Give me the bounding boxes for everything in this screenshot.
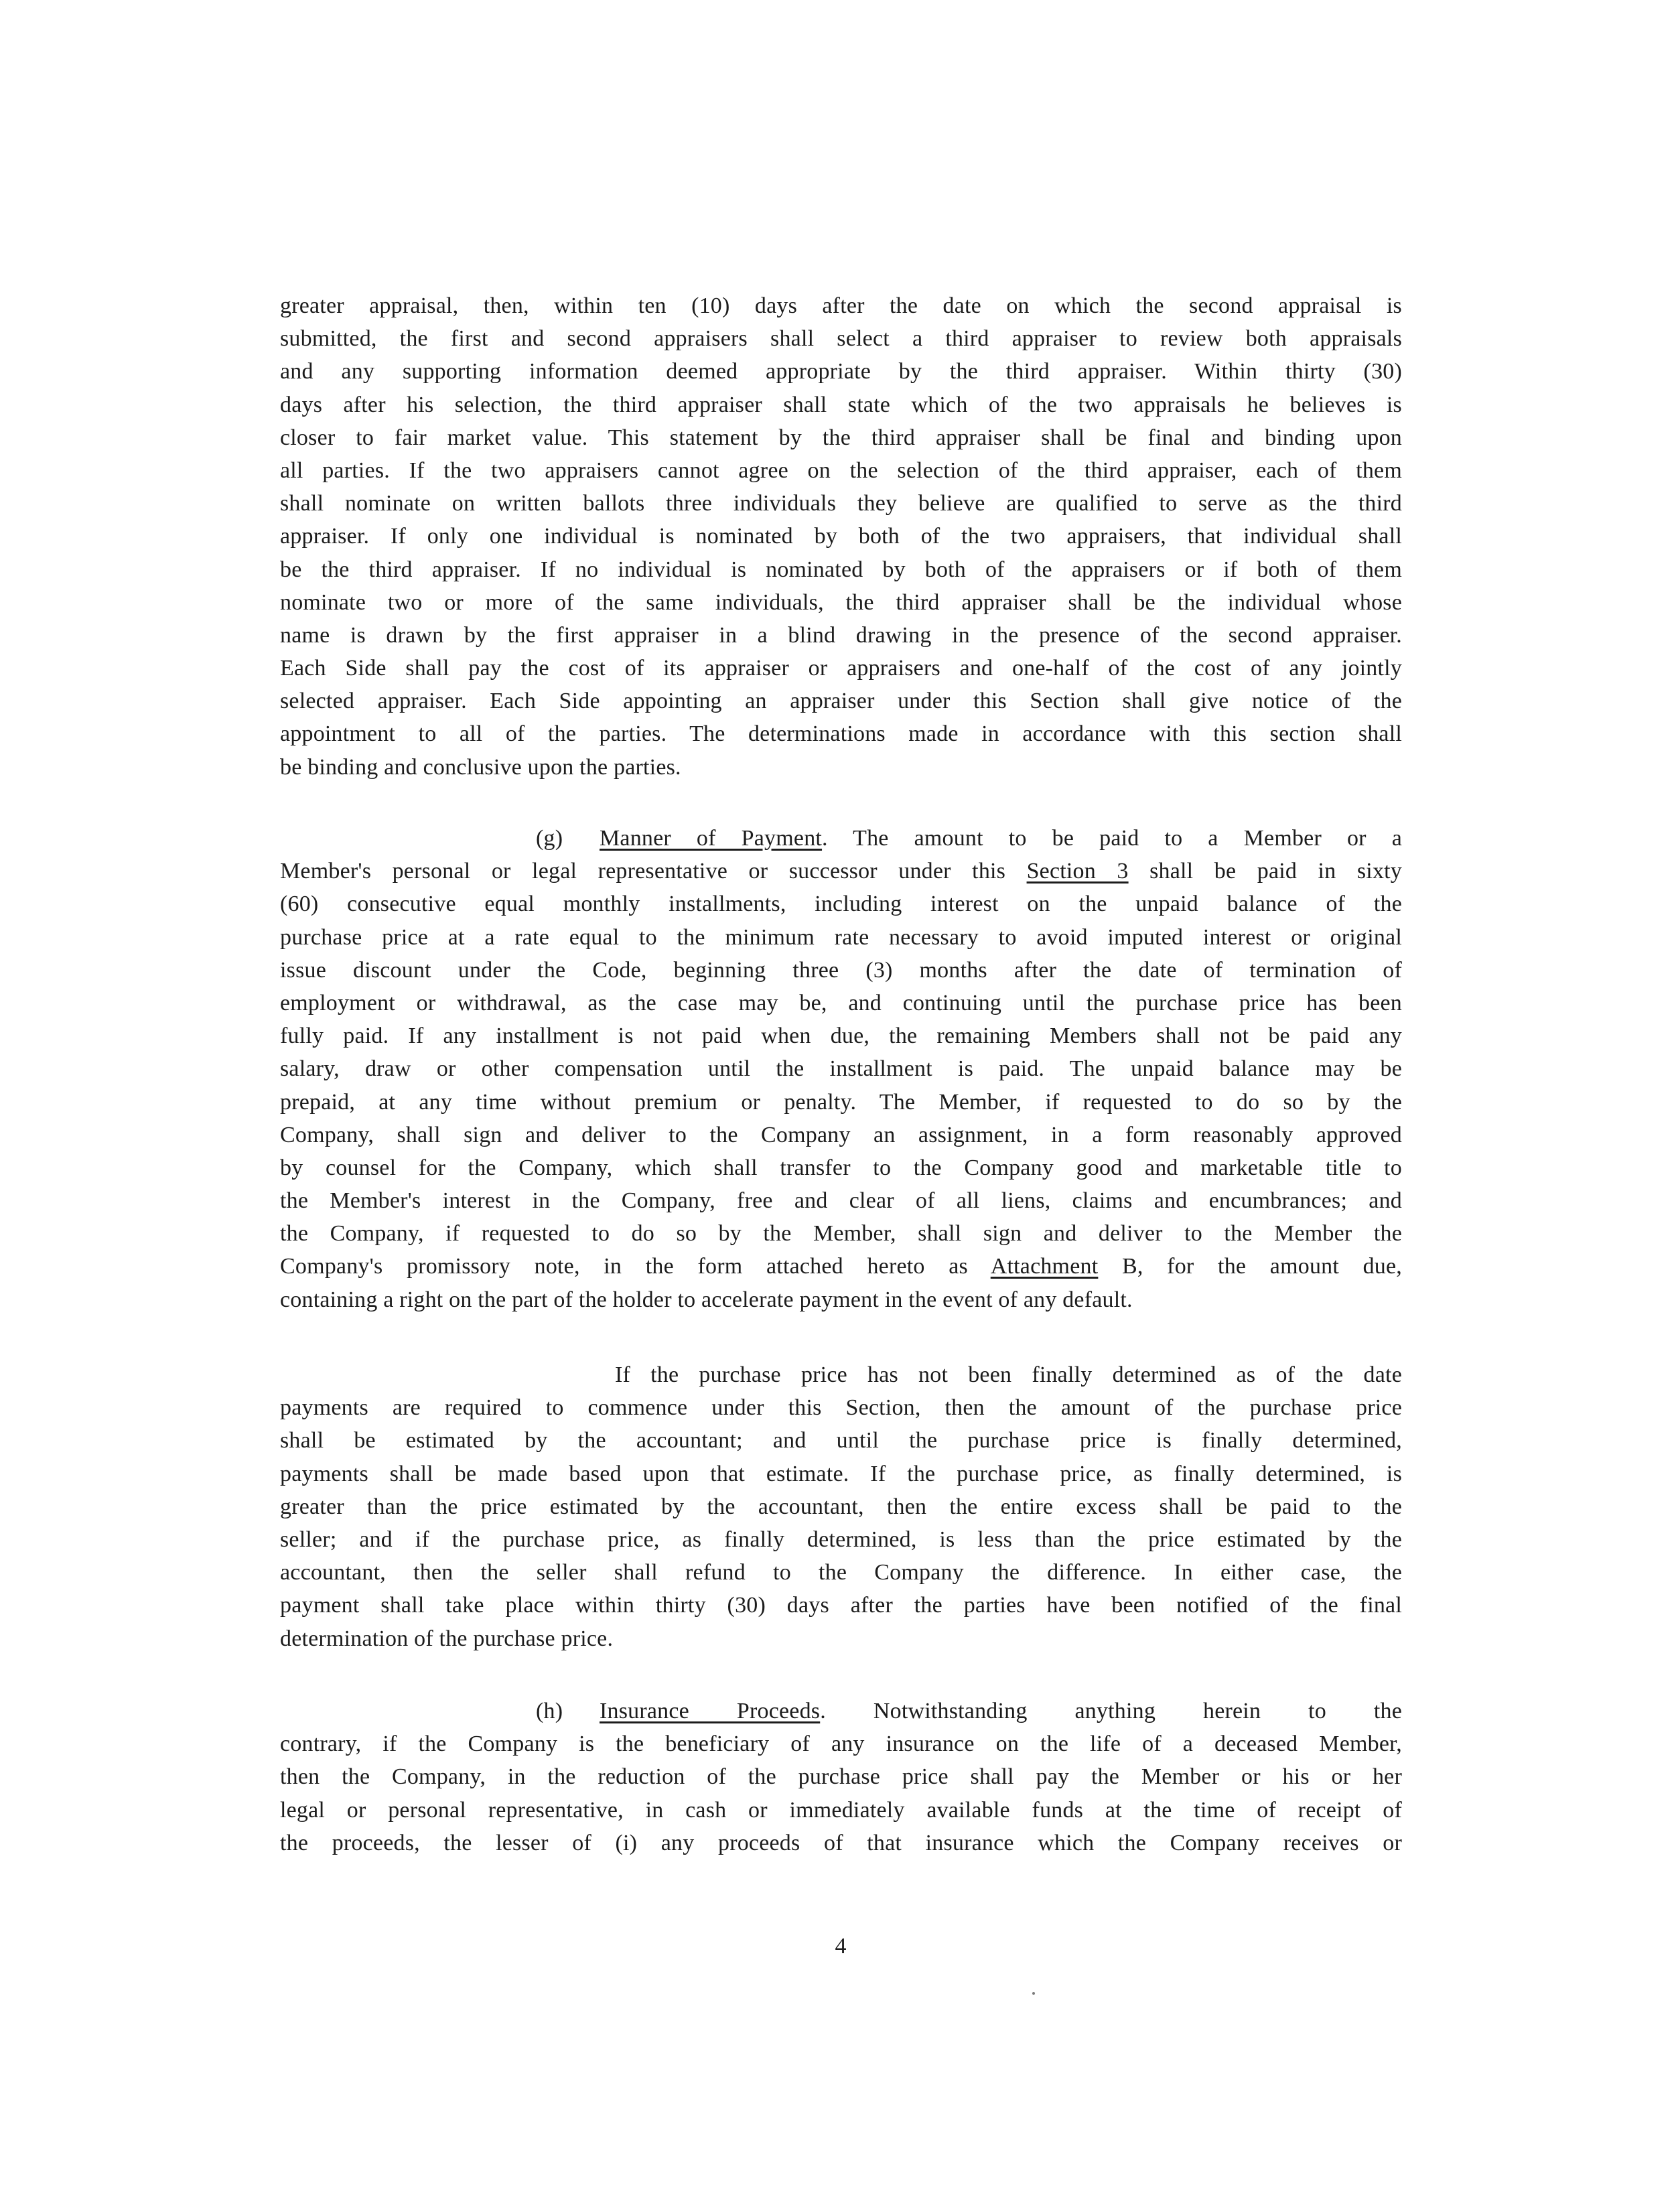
text-line: purchase price at a rate equal to the minimum rate necessary to avoid imputed interest or original (280, 924, 1402, 950)
paragraph-appraisal (280, 289, 1402, 784)
text-line: greater appraisal, then, within ten (10) days after the date on which the second appraisal is (280, 293, 1402, 318)
text-line: appraiser. If only one individual is nominated by both of the two appraisers, that individual shall (280, 524, 1402, 549)
text-line: payment shall take place within thirty (30) days after the parties have been notified of the final (280, 1593, 1402, 1618)
text-line: selected appraiser. Each Side appointing an appraiser under this Section shall give notice of the (280, 689, 1402, 714)
text-line: be binding and conclusive upon the parties. (280, 754, 681, 780)
text-line: seller; and if the purchase price, as finally determined, is less than the price estimated by the (280, 1527, 1402, 1552)
text-line: be the third appraiser. If no individual is nominated by both of the appraisers or if both of them (280, 557, 1402, 582)
section-g-manner-of-payment (280, 822, 1402, 1316)
text-line: determination of the purchase price. (280, 1626, 614, 1651)
text-line: legal or personal representative, in cash or immediately available funds at the time of receipt of (280, 1797, 1402, 1823)
text-line: then the Company, in the reduction of the purchase price shall pay the Member or his or her (280, 1764, 1402, 1790)
text-line: and any supporting information deemed appropriate by the third appraiser. Within thirty (30) (280, 359, 1402, 384)
text-line: Company, shall sign and deliver to the Company an assignment, in a form reasonably approved (280, 1122, 1402, 1147)
section-h-insurance-proceeds (280, 1695, 1402, 1859)
text-line: accountant, then the seller shall refund to the Company the difference. In either case, the (280, 1560, 1402, 1585)
text-line: containing a right on the part of the holder to accelerate payment in the event of any default. (280, 1287, 1133, 1312)
text-line: salary, draw or other compensation until the installment is paid. The unpaid balance may be (280, 1056, 1402, 1082)
section-heading-line (280, 1695, 1402, 1727)
text-line: nominate two or more of the same individuals, the third appraiser shall be the individual whose (280, 589, 1402, 615)
text-line: payments are required to commence under this Section, then the amount of the purchase price (280, 1395, 1402, 1421)
text-line: submitted, the first and second appraisers shall select a third appraiser to review both appraisals (280, 326, 1402, 352)
text-line: shall nominate on written ballots three individuals they believe are qualified to serve as the third (280, 491, 1402, 516)
text-line (280, 1250, 1402, 1283)
text-line: appointment to all of the parties. The determinations made in accordance with this section shall (280, 721, 1402, 747)
text-line: all parties. If the two appraisers cannot agree on the selection of the third appraiser, each of them (280, 457, 1402, 483)
section-number: (h) (536, 1699, 563, 1723)
text-line: payments shall be made based upon that estimate. If the purchase price, as finally determined, is (280, 1461, 1402, 1486)
text-fragment: . The amount to be paid to a Member or a (822, 826, 1402, 851)
text-line: contrary, if the Company is the beneficiary of any insurance on the life of a deceased Member, (280, 1731, 1402, 1757)
section-number: (g) (536, 826, 563, 851)
text-line: days after his selection, the third appraiser shall state which of the two appraisals he believes is (280, 392, 1402, 417)
text-line: fully paid. If any installment is not paid when due, the remaining Members shall not be paid any (280, 1023, 1402, 1049)
text-fragment: . Notwithstanding anything herein to the (820, 1699, 1403, 1723)
text-line: issue discount under the Code, beginning three (3) months after the date of termination of (280, 957, 1402, 983)
text-line: (60) consecutive equal monthly installments, including interest on the unpaid balance of the (280, 892, 1402, 917)
text-line: shall be estimated by the accountant; and until the purchase price is finally determined, (280, 1428, 1402, 1454)
attachment-reference: Attachment (990, 1254, 1099, 1279)
paragraph-purchase-price-estimate (280, 1358, 1402, 1655)
text-fragment: Company's promissory note, in the form attached hereto as (280, 1254, 991, 1279)
text-fragment: B, for the amount due, (1098, 1254, 1402, 1279)
scan-speck (1032, 1992, 1035, 1995)
text-fragment: shall be paid in sixty (1128, 859, 1402, 884)
text-line: If the purchase price has not been finally determined as of the date (615, 1362, 1402, 1387)
text-line (280, 855, 1402, 888)
text-line: closer to fair market value. This statement by the third appraiser shall be final and binding upon (280, 425, 1402, 450)
section-reference: Section 3 (1026, 859, 1129, 884)
text-fragment: Member's personal or legal representative or successor under this (280, 859, 1027, 884)
text-line: by counsel for the Company, which shall transfer to the Company good and marketable title to (280, 1155, 1402, 1180)
text-line: prepaid, at any time without premium or penalty. The Member, if requested to do so by the (280, 1089, 1402, 1115)
text-line: the Member's interest in the Company, free and clear of all liens, claims and encumbrances; and (280, 1188, 1402, 1214)
text-line: name is drawn by the first appraiser in a blind drawing in the presence of the second appraiser. (280, 622, 1402, 648)
text-line: greater than the price estimated by the accountant, then the entire excess shall be paid to the (280, 1494, 1402, 1519)
section-heading: Insurance Proceeds (600, 1699, 821, 1723)
section-heading: Manner of Payment (600, 826, 823, 851)
page-number: 4 (835, 1934, 847, 1959)
text-line: the proceeds, the lesser of (i) any proceeds of that insurance which the Company receives or (280, 1830, 1402, 1855)
section-heading-line (280, 822, 1402, 855)
text-line: Each Side shall pay the cost of its appraiser or appraisers and one-half of the cost of any jointly (280, 656, 1402, 681)
text-line: employment or withdrawal, as the case may be, and continuing until the purchase price has been (280, 990, 1402, 1015)
text-line: the Company, if requested to do so by the Member, shall sign and deliver to the Member the (280, 1221, 1402, 1247)
